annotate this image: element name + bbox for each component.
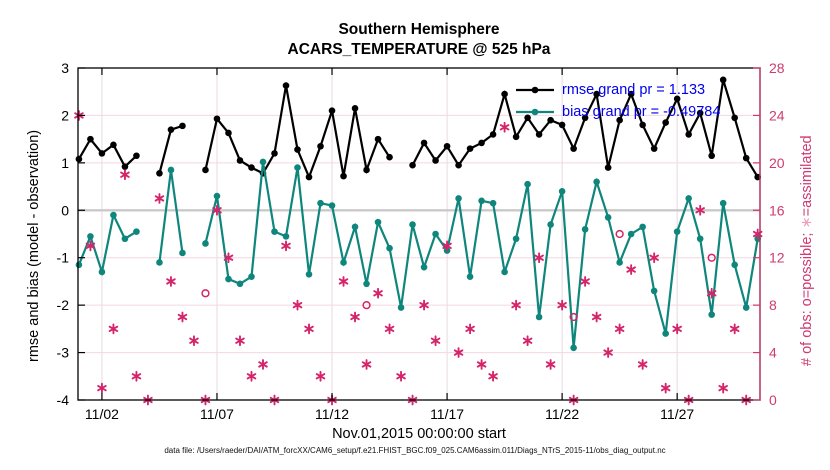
- chart-title: [78, 20, 760, 60]
- x-tick-label: 11/02: [84, 406, 119, 422]
- rmse-point: [248, 164, 255, 171]
- rmse-point: [340, 173, 347, 180]
- rmse-point: [478, 140, 485, 147]
- right-tick-label: 28: [769, 60, 785, 76]
- rmse-point: [639, 122, 646, 129]
- bias-point: [294, 164, 301, 171]
- rmse-point: [202, 167, 209, 174]
- bias-point: [283, 233, 290, 240]
- bias-point: [639, 224, 646, 231]
- legend-item-rmse: [515, 82, 705, 98]
- bias-point: [225, 276, 232, 283]
- rmse-point: [110, 142, 117, 149]
- rmse-point: [329, 107, 336, 114]
- assimilated-obs-marker: [524, 336, 532, 345]
- rmse-point: [409, 162, 416, 169]
- rmse-point: [237, 157, 244, 164]
- rmse-point: [352, 105, 359, 112]
- bias-point: [593, 179, 600, 186]
- assimilated-obs-marker: [501, 123, 509, 132]
- assimilated-obs-marker: [639, 360, 647, 369]
- rmse-point: [444, 143, 451, 150]
- right-axis-label: [799, 135, 815, 366]
- legend-bias-sample: [515, 106, 555, 118]
- rmse-point: [168, 126, 175, 133]
- bias-point: [87, 233, 94, 240]
- left-tick-label: -2: [56, 297, 69, 314]
- bias-point: [214, 193, 221, 200]
- rmse-point: [421, 140, 428, 147]
- x-axis-label: Nov.01,2015 00:00:00 start: [332, 426, 506, 442]
- rmse-point: [386, 154, 393, 161]
- assimilated-obs-marker: [317, 372, 325, 381]
- rmse-point: [467, 145, 474, 152]
- bias-point: [513, 235, 520, 242]
- assimilated-obs-marker: [581, 277, 589, 286]
- bias-point: [271, 228, 278, 235]
- bias-point: [99, 269, 106, 276]
- bias-line: [205, 162, 757, 348]
- possible-obs-marker: [202, 290, 209, 297]
- bias-point: [179, 250, 186, 257]
- assimilated-obs-marker: [662, 384, 670, 393]
- bias-point: [536, 314, 543, 321]
- bias-point: [524, 181, 531, 188]
- right-axis-label-prefix: # of obs: o=possible;: [799, 228, 815, 366]
- bias-point: [306, 271, 313, 278]
- assimilated-obs-marker: [673, 324, 681, 333]
- bias-point: [329, 202, 336, 209]
- bias-point: [455, 195, 462, 202]
- rmse-point: [76, 156, 83, 163]
- bias-point: [110, 212, 117, 219]
- assimilated-obs-marker: [305, 324, 313, 333]
- bias-point: [743, 304, 750, 311]
- right-axis-label-suffix: =assimilated: [799, 135, 815, 217]
- assimilated-obs-marker: [259, 360, 267, 369]
- bias-point: [570, 345, 577, 352]
- assimilated-obs-marker: [121, 170, 129, 179]
- left-axis-label: rmse and bias (model - observation): [26, 129, 42, 362]
- rmse-point: [455, 162, 462, 169]
- bias-point: [662, 330, 669, 337]
- bias-point: [386, 245, 393, 252]
- rmse-point: [662, 119, 669, 126]
- rmse-point: [306, 174, 313, 181]
- rmse-point: [363, 167, 370, 174]
- bias-point: [156, 259, 163, 266]
- legend-item-bias: [515, 104, 720, 120]
- bias-point: [628, 231, 635, 238]
- bias-point: [501, 269, 508, 276]
- rmse-point: [156, 170, 163, 177]
- assimilated-obs-marker: [719, 384, 727, 393]
- bias-point: [467, 273, 474, 280]
- rmse-point: [720, 77, 727, 84]
- rmse-line: [159, 126, 182, 173]
- assimilated-obs-marker: [363, 360, 371, 369]
- assimilated-obs-marker: [374, 289, 382, 298]
- assimilated-obs-marker: [397, 372, 405, 381]
- assimilated-obs-marker: [179, 313, 187, 322]
- left-tick-label: 3: [61, 60, 69, 76]
- rmse-point: [133, 152, 140, 159]
- legend-rmse-label: rmse grand pr = 1.133: [562, 82, 706, 98]
- assimilated-obs-marker: [386, 324, 394, 333]
- left-tick-label: 1: [61, 154, 69, 171]
- rmse-point: [271, 150, 278, 157]
- assimilated-obs-marker: [466, 324, 474, 333]
- bias-point: [122, 235, 129, 242]
- bias-point: [697, 235, 704, 242]
- bias-point: [133, 228, 140, 235]
- assimilated-obs-marker: [98, 384, 106, 393]
- bias-point: [260, 159, 267, 166]
- assimilated-obs-marker: [167, 277, 175, 286]
- bias-point: [363, 281, 370, 288]
- assimilated-obs-marker: [616, 324, 624, 333]
- bias-point: [559, 188, 566, 195]
- rmse-point: [179, 123, 186, 130]
- rmse-point: [294, 146, 301, 153]
- rmse-point: [743, 155, 750, 162]
- legend-bias-label: bias grand pr = -0.49784: [562, 104, 721, 120]
- rmse-point: [651, 145, 658, 152]
- bias-point: [340, 259, 347, 266]
- assimilated-obs-marker: [110, 324, 118, 333]
- chart-title-line2: ACARS_TEMPERATURE @ 525 hPa: [287, 41, 551, 58]
- assimilated-obs-marker: [432, 336, 440, 345]
- rmse-point: [375, 136, 382, 143]
- bias-line: [159, 170, 182, 262]
- bias-point: [168, 167, 175, 174]
- bias-point: [547, 221, 554, 228]
- left-tick-label: 0: [61, 202, 69, 219]
- assimilated-obs-marker: [627, 265, 635, 274]
- bias-point: [478, 198, 485, 205]
- bias-point: [375, 219, 382, 226]
- rmse-point: [225, 130, 232, 137]
- assimilated-obs-marker: [478, 360, 486, 369]
- bias-point: [76, 262, 83, 269]
- right-tick-label: 24: [769, 107, 785, 124]
- x-tick-label: 11/07: [199, 406, 234, 422]
- rmse-point: [432, 157, 439, 164]
- rmse-point: [605, 164, 612, 171]
- left-tick-label: -3: [56, 344, 69, 361]
- right-tick-label: 0: [769, 392, 777, 408]
- bias-point: [490, 200, 497, 207]
- bias-point: [708, 311, 715, 318]
- bias-point: [605, 214, 612, 221]
- assimilated-obs-marker: [340, 277, 348, 286]
- x-tick-label: 11/12: [315, 406, 350, 422]
- bias-point: [352, 224, 359, 231]
- assimilated-obs-marker: [133, 372, 141, 381]
- bias-point: [720, 200, 727, 207]
- rmse-point: [731, 115, 738, 122]
- bias-point: [674, 228, 681, 235]
- rmse-point: [490, 131, 497, 138]
- bias-point: [432, 231, 439, 238]
- rmse-point: [513, 133, 520, 140]
- rmse-point: [708, 152, 715, 159]
- assimilated-obs-marker: [248, 372, 256, 381]
- legend-rmse-sample: [515, 84, 555, 96]
- bias-point: [202, 240, 209, 247]
- possible-obs-marker: [616, 231, 623, 238]
- x-tick-label: 11/22: [545, 406, 580, 422]
- x-tick-label: 11/27: [660, 406, 695, 422]
- rmse-point: [317, 143, 324, 150]
- bias-point: [616, 259, 623, 266]
- bias-point: [731, 262, 738, 269]
- left-tick-label: 2: [61, 107, 69, 124]
- right-axis-label-star: ∗: [799, 216, 815, 229]
- right-tick-label: 16: [769, 202, 785, 219]
- rmse-point: [99, 150, 106, 157]
- bias-point: [317, 200, 324, 207]
- rmse-point: [214, 115, 221, 122]
- right-tick-label: 4: [769, 344, 777, 361]
- bias-point: [237, 281, 244, 288]
- assimilated-obs-marker: [351, 313, 359, 322]
- x-tick-label: 11/17: [430, 406, 465, 422]
- assimilated-obs-marker: [236, 336, 244, 345]
- rmse-point: [685, 131, 692, 138]
- assimilated-obs-marker: [156, 194, 164, 203]
- assimilated-obs-marker: [593, 313, 601, 322]
- rmse-point: [87, 136, 94, 143]
- assimilated-obs-marker: [282, 241, 290, 250]
- bias-point: [685, 195, 692, 202]
- rmse-point: [501, 91, 508, 98]
- rmse-point: [570, 145, 577, 152]
- rmse-point: [122, 163, 129, 170]
- bias-point: [409, 221, 416, 228]
- right-tick-label: 12: [769, 249, 785, 266]
- left-tick-label: -4: [56, 392, 69, 408]
- left-tick-label: -1: [56, 249, 69, 266]
- rmse-point: [536, 131, 543, 138]
- bias-point: [582, 226, 589, 233]
- bias-point: [421, 264, 428, 271]
- assimilated-obs-marker: [547, 360, 555, 369]
- bias-point: [248, 273, 255, 280]
- rmse-point: [559, 122, 566, 129]
- rmse-point: [283, 82, 290, 89]
- data-file-note: data file: /Users/raeder/DAI/ATM_forcXX/CAM6_setup/f.e21.FHIST_BGC.f09_025.CAM6assim.011/Diags_NTrS_2015-11/obs_diag_output.nc: [164, 446, 666, 455]
- assimilated-obs-marker: [731, 324, 739, 333]
- right-tick-label: 8: [769, 297, 777, 314]
- assimilated-obs-marker: [489, 372, 497, 381]
- right-tick-label: 20: [769, 154, 785, 171]
- assimilated-obs-marker: [190, 336, 198, 345]
- chart-title-line1: Southern Hemisphere: [338, 21, 500, 38]
- bias-point: [398, 304, 405, 311]
- bias-point: [651, 288, 658, 295]
